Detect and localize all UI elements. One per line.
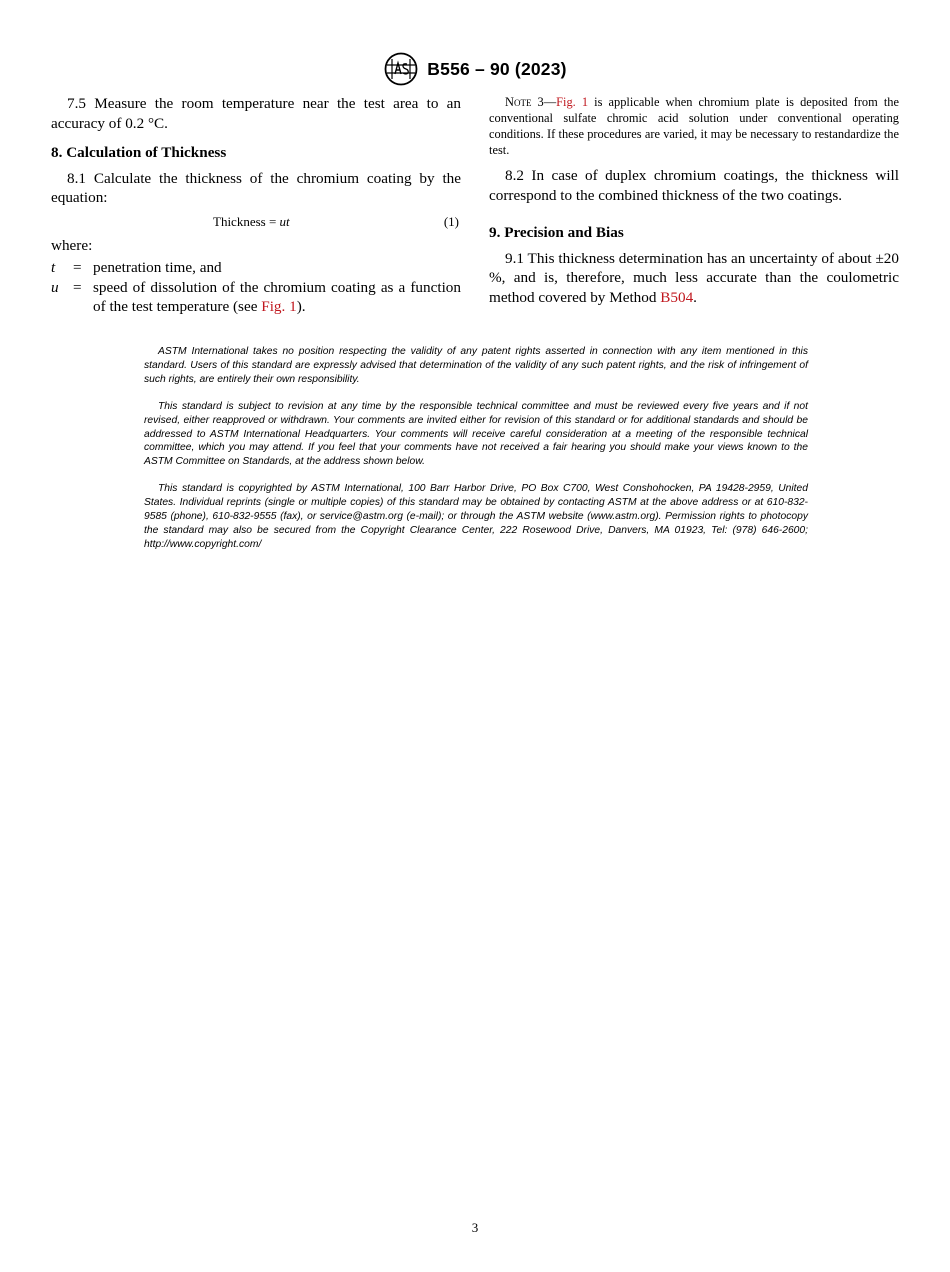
paragraph-8-1: 8.1 Calculate the thickness of the chromium coating by the equation: xyxy=(51,169,461,206)
definition-u xyxy=(51,278,461,317)
equation-lhs: Thickness = xyxy=(213,213,280,229)
paragraph-8-2: 8.2 In case of duplex chromium coatings, the thickness will correspond to the combined thickness of the two coatings. xyxy=(489,167,899,204)
equation-1 xyxy=(51,210,461,232)
paragraph-7-5: 7.5 Measure the room temperature near the test area to an accuracy of 0.2 °C. xyxy=(51,95,461,132)
page-header xyxy=(0,52,950,86)
fig-1-link[interactable]: Fig. 1 xyxy=(261,298,297,315)
note-text: is applicable when chromium plate is deposited from the conventional sulfate chromic acid solution under conventional operating conditions. If these procedures are varied, it may be necessary to restandardize the test. xyxy=(489,95,899,157)
b504-link[interactable]: B504 xyxy=(660,288,694,306)
paragraph-9-1 xyxy=(489,249,899,308)
note-label: Note 3 xyxy=(505,95,544,109)
equation-body xyxy=(213,212,290,232)
paragraph-9-1-text: 9.1 This thickness determination has an uncertainty of about ±20 %, and is, therefore, much less accurate than the coulometric method covered by Method xyxy=(489,249,899,306)
note-dash: — xyxy=(543,95,557,109)
definition-text: penetration time, and xyxy=(93,259,222,276)
definition-text xyxy=(93,278,461,317)
fig-1-link[interactable]: Fig. 1 xyxy=(556,95,589,109)
section-9-heading: 9. Precision and Bias xyxy=(489,224,624,241)
page-number: 3 xyxy=(471,1220,479,1235)
copyright-notice: This standard is copyrighted by ASTM International, 100 Barr Harbor Drive, PO Box C700, West Conshohocken, PA 19428-2959, United States. Individual reprints (single or multiple copies) of this standard may be obtained by contacting ASTM at the above address or at 610-832-9585 (phone), 610-832-9555 (fax), or service@astm.org (e-mail); or through the ASTM website (www.astm.org). Permission rights to photocopy the standard may also be secured from the Copyright Clearance Center, 222 Rosewood Drive, Danvers, MA 01923, Tel: (978) 646-2600; http://www.copyright.com/ xyxy=(144,483,808,550)
astm-logo-icon xyxy=(383,52,419,86)
where-label: where: xyxy=(51,236,93,254)
paragraph-9-1-end: . xyxy=(693,288,697,306)
equation-rhs: ut xyxy=(279,213,290,229)
definition-t xyxy=(51,258,461,278)
note-3 xyxy=(489,94,899,158)
definition-equals: = xyxy=(73,259,82,276)
patent-notice: ASTM International takes no position respecting the validity of any patent rights asserted in connection with any item mentioned in this standard. Users of this standard are expressly advised that determination of the validity of any such patent rights, and the risk of infringement of such rights, are entirely their own responsibility. xyxy=(144,346,808,385)
revision-notice: This standard is subject to revision at any time by the responsible technical committee and must be reviewed every five years and if not revised, either reapproved or withdrawn. Your comments are invited either for revision of this standard or for additional standards and should be addressed to ASTM International Headquarters. Your comments will receive careful consideration at a meeting of the responsible technical committee, which you may attend. If you feel that your comments have not received a fair hearing you should make your views known to the ASTM Committee on Standards, at the address shown below. xyxy=(144,400,808,468)
definition-text-before: speed of dissolution of the chromium coating as a function of the test temperature (see xyxy=(93,278,461,315)
definition-text-after: ). xyxy=(296,298,306,315)
left-column xyxy=(51,94,461,317)
equation-number: (1) xyxy=(443,213,459,229)
definition-equals: = xyxy=(73,278,82,296)
definition-symbol: t xyxy=(51,259,56,276)
section-8-heading: 8. Calculation of Thickness xyxy=(51,144,227,161)
right-column xyxy=(489,94,899,307)
astm-footer-notice xyxy=(144,345,808,565)
standard-designation: B556 – 90 (2023) xyxy=(427,58,567,79)
definition-symbol: u xyxy=(51,278,59,296)
